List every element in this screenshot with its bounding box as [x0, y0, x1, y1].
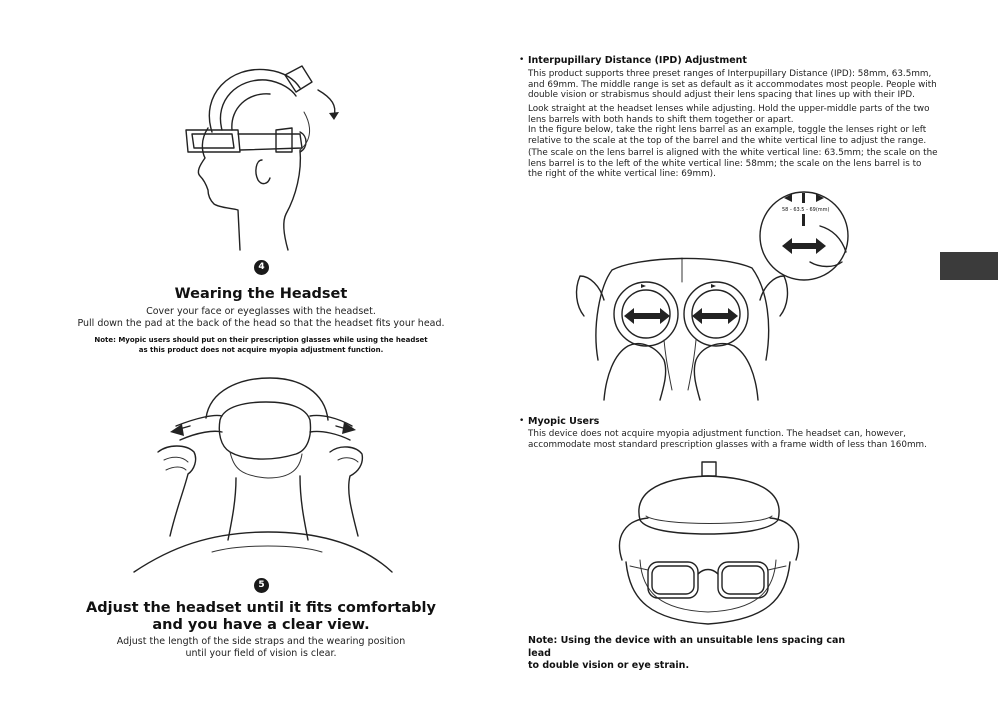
step-4-note-line-1: Note: Myopic users should put on their prescription glasses while using the headset	[94, 336, 428, 344]
myopic-heading: Myopic Users	[528, 416, 600, 427]
step-4-note	[60, 335, 462, 355]
step-4-body-line-2: Pull down the pad at the back of the head so that the headset fits your head.	[77, 317, 445, 329]
ipd-paragraph-4: (The scale on the lens barrel is aligned with the white vertical line: 63.5mm; the scale on the lens barrel is to the left of the white vertical line: 58mm; the scale on the lens barrel is to the right of the white vertical line: 69mm).	[528, 148, 938, 180]
step-5-body	[60, 636, 462, 659]
ipd-heading: Interpupillary Distance (IPD) Adjustment	[528, 55, 747, 66]
myopic-bullet: •	[519, 416, 525, 426]
step-5-body-line-2: until your field of vision is clear.	[185, 647, 337, 659]
step-5-title	[60, 600, 462, 634]
step-4-body	[60, 306, 462, 329]
lens-spacing-note	[528, 635, 858, 673]
ipd-bullet: •	[519, 55, 525, 65]
lens-spacing-note-line-2: to double vision or eye strain.	[528, 660, 690, 671]
step-5-badge: 5	[254, 578, 269, 593]
step-4-title: Wearing the Headset	[174, 286, 348, 302]
step-4-note-line-2: as this product does not acquire myopia adjustment function.	[138, 346, 384, 354]
lens-spacing-note-line-1: Note: Using the device with an unsuitable lens spacing can lead	[528, 635, 846, 659]
ipd-scale-label: 58 - 63.5 - 69(mm)	[782, 207, 830, 213]
step-4-badge: 4	[254, 260, 269, 275]
step-4-body-line-1: Cover your face or eyeglasses with the headset.	[146, 306, 376, 317]
myopic-paragraph: This device does not acquire myopia adjustment function. The headset can, however, accommodate most standard prescription glasses with a frame width of less than 160mm.	[528, 429, 927, 450]
page-side-tab	[940, 252, 998, 280]
step-5-body-line-1: Adjust the length of the side straps and the wearing position	[116, 636, 406, 647]
ipd-paragraph-3: In the figure below, take the right lens barrel as an example, toggle the lenses right or left relative to the scale at the top of the barrel and the white vertical line to adjust the range.	[528, 125, 927, 146]
ipd-paragraph-1: This product supports three preset ranges of Interpupillary Distance (IPD): 58mm, 63.5mm, and 69mm. The middle range is set as default as it accommodates most people. People with double vision or strabismus should adjust their lens spacing that lines up with their IPD.	[528, 69, 937, 101]
step-5-title-line-2: and you have a clear view.	[152, 617, 370, 633]
step-5-title-line-1: Adjust the headset until it fits comfortably	[86, 600, 436, 616]
ipd-paragraph-2: Look straight at the headset lenses while adjusting. Hold the upper-middle parts of the two lens barrels with both hands to shift them together or apart.	[528, 104, 930, 125]
